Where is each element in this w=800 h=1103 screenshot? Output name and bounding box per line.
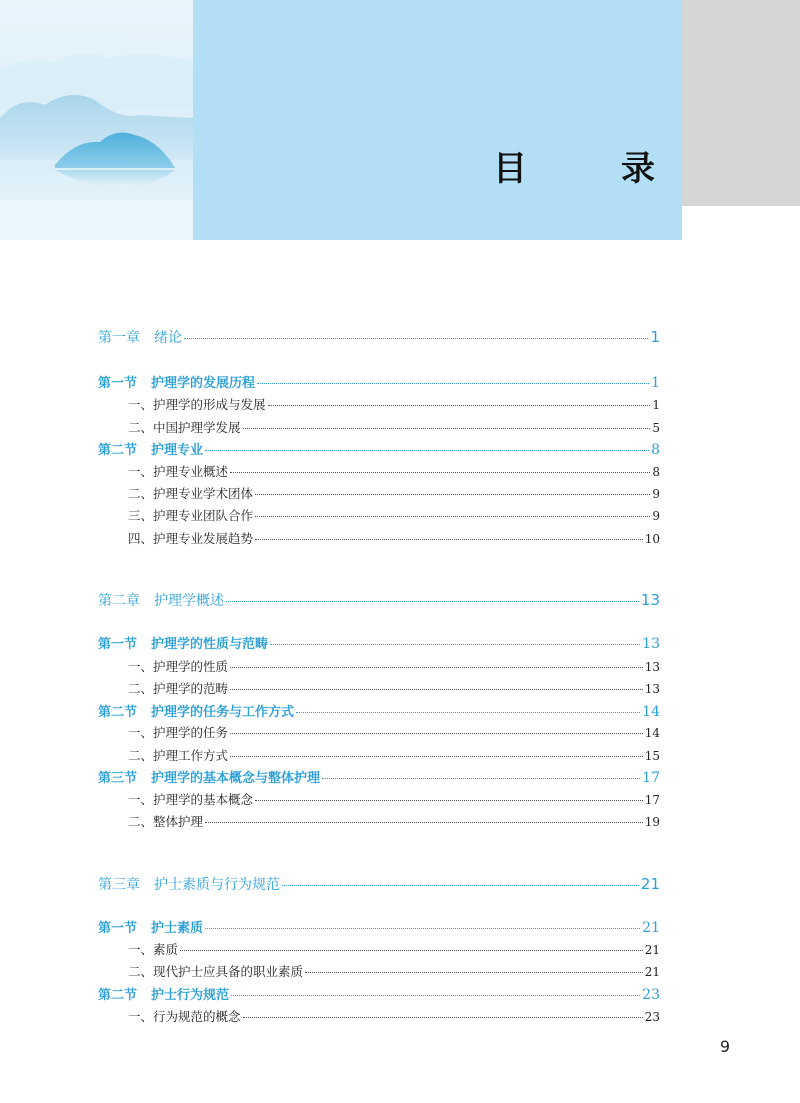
toc-entry-label xyxy=(128,484,253,502)
toc-entry-number: 第二节 xyxy=(98,443,138,458)
toc-section-row[interactable] xyxy=(98,767,660,786)
toc-entry-label xyxy=(128,462,228,480)
toc-item-row[interactable] xyxy=(128,679,660,697)
dot-leader xyxy=(230,667,643,668)
toc-entry-title: 二、护理工作方式 xyxy=(128,748,229,763)
toc-entry-title: 二、现代护士应具备的职业素质 xyxy=(128,964,304,979)
dot-leader xyxy=(322,778,640,779)
toc-entry-title: 护理学的性质与范畴 xyxy=(151,637,269,652)
toc-item-row[interactable] xyxy=(128,940,660,958)
toc-entry-label xyxy=(128,723,228,741)
toc-entry-page: 17 xyxy=(642,770,660,786)
dot-leader xyxy=(230,756,643,757)
toc-entry-title: 四、护理专业发展趋势 xyxy=(128,531,254,546)
toc-entry-page: 9 xyxy=(652,509,660,523)
dot-leader xyxy=(205,928,640,929)
toc-entry-label xyxy=(98,327,182,347)
toc-entry-page: 8 xyxy=(652,465,660,479)
toc-entry-title: 三、护理专业团队合作 xyxy=(128,508,254,523)
toc-entry-label xyxy=(128,506,253,524)
toc-entry-number: 第一节 xyxy=(98,637,138,652)
toc-item-row[interactable] xyxy=(128,484,660,502)
page-number: 9 xyxy=(719,1037,730,1056)
toc-entry-label xyxy=(98,917,203,936)
toc-entry-number: 第三章 xyxy=(98,877,140,893)
dot-leader xyxy=(243,428,651,429)
toc-entry-number: 第一节 xyxy=(98,921,138,936)
toc-entry-page: 10 xyxy=(644,532,660,546)
toc-entry-page: 14 xyxy=(644,726,660,740)
toc-entry-title: 一、护理学的基本概念 xyxy=(128,792,254,807)
dot-leader xyxy=(282,885,639,886)
toc-chapter-row[interactable] xyxy=(98,874,660,894)
toc-item-row[interactable] xyxy=(128,746,660,764)
toc-entry-label xyxy=(128,962,303,980)
dot-leader xyxy=(305,972,643,973)
dot-leader xyxy=(230,689,643,690)
dot-leader xyxy=(255,494,650,495)
toc-entry-page: 19 xyxy=(644,815,660,829)
toc-entry-number: 第二节 xyxy=(98,705,138,720)
toc-entry-title: 二、护理学的范畴 xyxy=(128,681,229,696)
toc-entry-page: 17 xyxy=(644,793,660,807)
toc-section-row[interactable] xyxy=(98,372,660,391)
dot-leader xyxy=(226,601,639,602)
toc-item-row[interactable] xyxy=(128,529,660,547)
toc-entry-page: 21 xyxy=(640,875,660,893)
toc-entry-page: 21 xyxy=(642,920,660,936)
toc-entry-label xyxy=(128,418,241,436)
dot-leader xyxy=(270,644,640,645)
toc-entry-page: 13 xyxy=(642,636,660,652)
toc-entry-page: 1 xyxy=(650,328,660,346)
toc-entry-label xyxy=(128,1007,241,1025)
toc-entry-title: 护理专业 xyxy=(151,443,204,458)
toc-entry-page: 14 xyxy=(642,704,660,720)
toc-entry-label xyxy=(98,767,320,786)
toc-item-row[interactable] xyxy=(128,418,660,436)
toc-entry-label xyxy=(98,701,294,720)
toc-section-row[interactable] xyxy=(98,439,660,458)
toc-entry-label xyxy=(128,529,253,547)
toc-entry-page: 5 xyxy=(652,421,660,435)
toc-entry-label xyxy=(128,790,253,808)
toc-entry-title: 护理学的任务与工作方式 xyxy=(151,705,295,720)
toc-entry-number: 第一节 xyxy=(98,376,138,391)
toc-entry-page: 1 xyxy=(652,398,660,412)
dot-leader xyxy=(231,995,640,996)
dot-leader xyxy=(184,338,648,339)
toc-entry-title: 一、护理学的任务 xyxy=(128,725,229,740)
toc-entry-title: 二、整体护理 xyxy=(128,814,204,829)
dot-leader xyxy=(296,712,640,713)
toc-entry-number: 第三节 xyxy=(98,771,138,786)
toc-entry-title: 二、中国护理学发展 xyxy=(128,420,241,435)
toc-entry-title: 护理学的基本概念与整体护理 xyxy=(151,771,321,786)
toc-entry-number: 第二章 xyxy=(98,593,140,609)
dot-leader xyxy=(255,516,650,517)
toc-chapter-row[interactable] xyxy=(98,590,660,610)
toc-item-row[interactable] xyxy=(128,790,660,808)
toc-section-row[interactable] xyxy=(98,633,660,652)
toc-entry-number: 第一章 xyxy=(98,330,140,346)
toc-chapter-row[interactable] xyxy=(98,327,660,347)
toc-entry-label xyxy=(98,633,268,652)
dot-leader xyxy=(205,450,649,451)
toc-entry-page: 9 xyxy=(652,487,660,501)
toc-entry-title: 一、护理学的性质 xyxy=(128,659,229,674)
toc-entry-title: 一、护理专业概述 xyxy=(128,464,229,479)
toc-entry-title: 一、素质 xyxy=(128,942,179,957)
toc-entry-number: 第二节 xyxy=(98,988,138,1003)
toc-entry-title: 绪论 xyxy=(154,330,182,346)
toc-entry-page: 15 xyxy=(644,749,660,763)
toc-entry-label xyxy=(98,372,255,391)
toc-section-row[interactable] xyxy=(98,701,660,720)
toc-entry-page: 23 xyxy=(642,987,660,1003)
toc-entry-title: 护士素质与行为规范 xyxy=(154,877,280,893)
toc-entry-label xyxy=(128,812,203,830)
toc-entry-label xyxy=(98,439,203,458)
toc-item-row[interactable] xyxy=(128,812,660,830)
toc-entry-page: 21 xyxy=(644,943,660,957)
toc-entry-label xyxy=(98,984,229,1003)
toc-entry-label xyxy=(128,395,266,413)
toc-entry-page: 13 xyxy=(644,682,660,696)
toc-entry-page: 21 xyxy=(644,965,660,979)
toc-item-row[interactable] xyxy=(128,462,660,480)
toc-entry-page: 8 xyxy=(651,442,660,458)
toc-entry-title: 护理学的发展历程 xyxy=(151,376,256,391)
toc-item-row[interactable] xyxy=(128,506,660,524)
toc-entry-page: 1 xyxy=(651,375,660,391)
dot-leader xyxy=(180,950,643,951)
toc-item-row[interactable] xyxy=(128,395,660,413)
dot-leader xyxy=(255,800,643,801)
toc-item-row[interactable] xyxy=(128,1007,660,1025)
toc-entry-page: 23 xyxy=(644,1010,660,1024)
dot-leader xyxy=(230,472,650,473)
dot-leader xyxy=(255,539,643,540)
toc-entry-page: 13 xyxy=(644,660,660,674)
toc-section-row[interactable] xyxy=(98,917,660,936)
toc-entry-title: 一、行为规范的概念 xyxy=(128,1009,241,1024)
dot-leader xyxy=(268,405,651,406)
toc-entry-label xyxy=(128,657,228,675)
dot-leader xyxy=(205,822,643,823)
toc-entry-label xyxy=(98,590,224,610)
toc-entry-title: 护理学概述 xyxy=(154,593,224,609)
dot-leader xyxy=(243,1017,643,1018)
dot-leader xyxy=(230,733,643,734)
toc-entry-label xyxy=(128,746,228,764)
toc-entry-label xyxy=(128,940,178,958)
dot-leader xyxy=(257,383,649,384)
toc-item-row[interactable] xyxy=(128,962,660,980)
toc-section-row[interactable] xyxy=(98,984,660,1003)
toc-entry-title: 护士素质 xyxy=(151,921,204,936)
toc-entry-label xyxy=(98,874,280,894)
toc-entry-title: 一、护理学的形成与发展 xyxy=(128,397,266,412)
toc-entry-title: 护士行为规范 xyxy=(151,988,230,1003)
page-title: 目 录 xyxy=(493,149,685,189)
toc-item-row[interactable] xyxy=(128,657,660,675)
toc-entry-label xyxy=(128,679,228,697)
toc-entry-title: 二、护理专业学术团体 xyxy=(128,486,254,501)
toc-entry-page: 13 xyxy=(640,591,660,609)
toc-item-row[interactable] xyxy=(128,723,660,741)
